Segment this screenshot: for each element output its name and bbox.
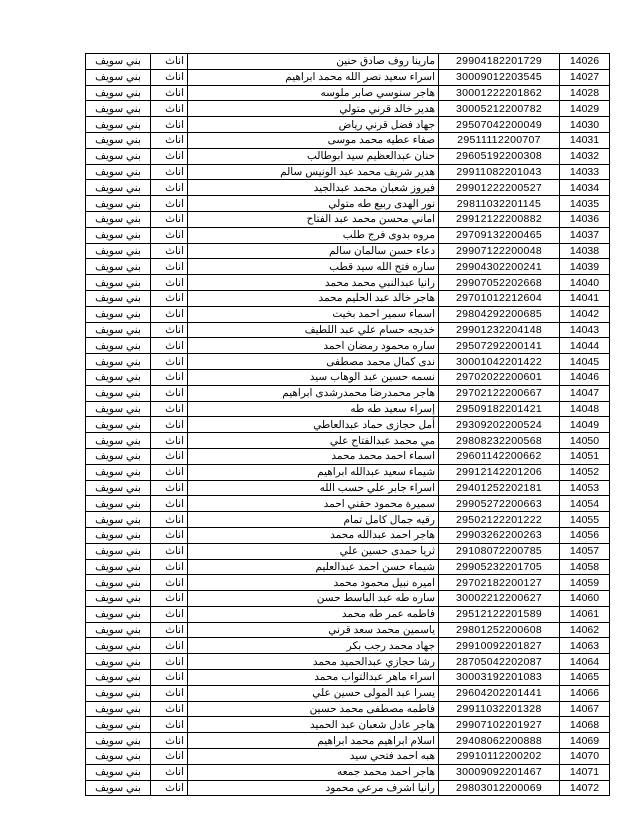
national-id-cell: 30001042201422 [439, 354, 560, 370]
gender-cell: اناث [151, 701, 188, 717]
governorate-cell: بني سويف [86, 448, 151, 464]
table-row [86, 385, 610, 401]
governorate-cell: بني سويف [86, 164, 151, 180]
gender-cell: اناث [151, 211, 188, 227]
governorate-cell: بني سويف [86, 685, 151, 701]
table-row [86, 148, 610, 164]
gender-cell: اناث [151, 180, 188, 196]
name-cell: صفاء عطيه محمد موسى [188, 132, 439, 148]
national-id-cell: 29808232200568 [439, 433, 560, 449]
name-cell: اماني محسن محمد عبد الفتاح [188, 211, 439, 227]
national-id-cell: 29502122201222 [439, 512, 560, 528]
national-id-cell: 29911032201328 [439, 701, 560, 717]
table-row [86, 322, 610, 338]
governorate-cell: بني سويف [86, 591, 151, 607]
name-cell: هاجر سنوسي صابر ملوسه [188, 85, 439, 101]
table-row [86, 591, 610, 607]
name-cell: مي محمد عبدالفتاح علي [188, 433, 439, 449]
national-id-cell: 30001222201862 [439, 85, 560, 101]
serial-number-cell: 14051 [560, 448, 610, 464]
governorate-cell: بني سويف [86, 211, 151, 227]
name-cell: جهاد محمد رجب بكر [188, 638, 439, 654]
gender-cell: اناث [151, 401, 188, 417]
national-id-cell: 29604202201441 [439, 685, 560, 701]
name-cell: هدير شريف محمد عبد الونيس سالم [188, 164, 439, 180]
name-cell: مارينا روف صادق حنين [188, 54, 439, 70]
national-id-cell: 29803012200069 [439, 780, 560, 796]
national-id-cell: 29907102201927 [439, 717, 560, 733]
serial-number-cell: 14028 [560, 85, 610, 101]
serial-number-cell: 14026 [560, 54, 610, 70]
table-row [86, 433, 610, 449]
roster-table [85, 53, 610, 796]
gender-cell: اناث [151, 101, 188, 117]
serial-number-cell: 14044 [560, 338, 610, 354]
name-cell: ساره محمود رمضان احمد [188, 338, 439, 354]
name-cell: حنان عبدالعظيم سيد ابوطالب [188, 148, 439, 164]
gender-cell: اناث [151, 148, 188, 164]
name-cell: مروه بدوى فرج طلب [188, 227, 439, 243]
table-row [86, 180, 610, 196]
national-id-cell: 29509182201421 [439, 401, 560, 417]
name-cell: إسراء سعيد طه طه [188, 401, 439, 417]
serial-number-cell: 14063 [560, 638, 610, 654]
roster-table-body [86, 54, 610, 796]
national-id-cell: 29901232204148 [439, 322, 560, 338]
table-row [86, 622, 610, 638]
table-row [86, 196, 610, 212]
serial-number-cell: 14065 [560, 670, 610, 686]
gender-cell: اناث [151, 591, 188, 607]
gender-cell: اناث [151, 132, 188, 148]
table-row [86, 638, 610, 654]
serial-number-cell: 14066 [560, 685, 610, 701]
national-id-cell: 29901222200527 [439, 180, 560, 196]
table-row [86, 164, 610, 180]
gender-cell: اناث [151, 117, 188, 133]
serial-number-cell: 14070 [560, 749, 610, 765]
serial-number-cell: 14039 [560, 259, 610, 275]
table-row [86, 101, 610, 117]
governorate-cell: بني سويف [86, 417, 151, 433]
table-row [86, 512, 610, 528]
table-row [86, 354, 610, 370]
name-cell: رشا حجازي عبدالحميد محمد [188, 654, 439, 670]
serial-number-cell: 14048 [560, 401, 610, 417]
name-cell: أمل حجازى حماد عبدالعاطي [188, 417, 439, 433]
table-row [86, 117, 610, 133]
national-id-cell: 29601142200662 [439, 448, 560, 464]
governorate-cell: بني سويف [86, 148, 151, 164]
table-row [86, 338, 610, 354]
gender-cell: اناث [151, 54, 188, 70]
gender-cell: اناث [151, 654, 188, 670]
serial-number-cell: 14037 [560, 227, 610, 243]
table-row [86, 749, 610, 765]
serial-number-cell: 14062 [560, 622, 610, 638]
serial-number-cell: 14045 [560, 354, 610, 370]
table-row [86, 670, 610, 686]
name-cell: اسماء احمد محمد محمد [188, 448, 439, 464]
name-cell: اسماء سمير احمد بخيت [188, 306, 439, 322]
name-cell: نور الهدى ربيع طه متولي [188, 196, 439, 212]
national-id-cell: 29108072200785 [439, 543, 560, 559]
name-cell: ثريا حمدى حسين علي [188, 543, 439, 559]
table-row [86, 69, 610, 85]
serial-number-cell: 14033 [560, 164, 610, 180]
governorate-cell: بني سويف [86, 54, 151, 70]
serial-number-cell: 14036 [560, 211, 610, 227]
national-id-cell: 29910092201827 [439, 638, 560, 654]
gender-cell: اناث [151, 259, 188, 275]
serial-number-cell: 14052 [560, 464, 610, 480]
name-cell: اميره نبيل محمود محمد [188, 575, 439, 591]
name-cell: هاجر خالد عبد الحليم محمد [188, 290, 439, 306]
governorate-cell: بني سويف [86, 622, 151, 638]
table-row [86, 448, 610, 464]
name-cell: رانيا عبدالنبي محمد محمد [188, 275, 439, 291]
gender-cell: اناث [151, 733, 188, 749]
table-row [86, 227, 610, 243]
governorate-cell: بني سويف [86, 749, 151, 765]
name-cell: ساره طه عبد الباسط حسن [188, 591, 439, 607]
serial-number-cell: 14059 [560, 575, 610, 591]
table-row [86, 132, 610, 148]
serial-number-cell: 14047 [560, 385, 610, 401]
serial-number-cell: 14060 [560, 591, 610, 607]
governorate-cell: بني سويف [86, 196, 151, 212]
serial-number-cell: 14042 [560, 306, 610, 322]
name-cell: هاجر محمدرضا محمدرشدى ابراهيم [188, 385, 439, 401]
table-row [86, 685, 610, 701]
gender-cell: اناث [151, 749, 188, 765]
national-id-cell: 29905232201705 [439, 559, 560, 575]
serial-number-cell: 14072 [560, 780, 610, 796]
governorate-cell: بني سويف [86, 496, 151, 512]
governorate-cell: بني سويف [86, 606, 151, 622]
gender-cell: اناث [151, 464, 188, 480]
table-row [86, 559, 610, 575]
table-row [86, 243, 610, 259]
governorate-cell: بني سويف [86, 180, 151, 196]
table-row [86, 480, 610, 496]
national-id-cell: 29507292200141 [439, 338, 560, 354]
governorate-cell: بني سويف [86, 780, 151, 796]
governorate-cell: بني سويف [86, 227, 151, 243]
national-id-cell: 29702182200127 [439, 575, 560, 591]
national-id-cell: 30005212200782 [439, 101, 560, 117]
serial-number-cell: 14058 [560, 559, 610, 575]
table-row [86, 464, 610, 480]
serial-number-cell: 14046 [560, 369, 610, 385]
national-id-cell: 29912142201206 [439, 464, 560, 480]
national-id-cell: 29512122201589 [439, 606, 560, 622]
governorate-cell: بني سويف [86, 338, 151, 354]
roster-sheet [85, 53, 600, 796]
gender-cell: اناث [151, 480, 188, 496]
table-row [86, 417, 610, 433]
name-cell: هاجر احمد عبدالله محمد [188, 527, 439, 543]
gender-cell: اناث [151, 164, 188, 180]
serial-number-cell: 14054 [560, 496, 610, 512]
serial-number-cell: 14040 [560, 275, 610, 291]
national-id-cell: 29905272200663 [439, 496, 560, 512]
national-id-cell: 30009092201467 [439, 764, 560, 780]
national-id-cell: 28705042202087 [439, 654, 560, 670]
gender-cell: اناث [151, 543, 188, 559]
serial-number-cell: 14029 [560, 101, 610, 117]
name-cell: نسمه حسين عبد الوهاب سيد [188, 369, 439, 385]
gender-cell: اناث [151, 85, 188, 101]
table-row [86, 543, 610, 559]
table-row [86, 654, 610, 670]
gender-cell: اناث [151, 448, 188, 464]
table-row [86, 401, 610, 417]
governorate-cell: بني سويف [86, 243, 151, 259]
serial-number-cell: 14071 [560, 764, 610, 780]
gender-cell: اناث [151, 227, 188, 243]
governorate-cell: بني سويف [86, 512, 151, 528]
governorate-cell: بني سويف [86, 385, 151, 401]
name-cell: رقيه جمال كامل تمام [188, 512, 439, 528]
serial-number-cell: 14057 [560, 543, 610, 559]
serial-number-cell: 14050 [560, 433, 610, 449]
name-cell: ندى كمال محمد مصطفى [188, 354, 439, 370]
governorate-cell: بني سويف [86, 480, 151, 496]
serial-number-cell: 14034 [560, 180, 610, 196]
table-row [86, 54, 610, 70]
national-id-cell: 29709132200465 [439, 227, 560, 243]
name-cell: دعاء حسن سالمان سالم [188, 243, 439, 259]
governorate-cell: بني سويف [86, 733, 151, 749]
governorate-cell: بني سويف [86, 132, 151, 148]
governorate-cell: بني سويف [86, 638, 151, 654]
serial-number-cell: 14069 [560, 733, 610, 749]
national-id-cell: 29507042200049 [439, 117, 560, 133]
national-id-cell: 29605192200308 [439, 148, 560, 164]
name-cell: يسرا عبد المولى حسين علي [188, 685, 439, 701]
table-row [86, 717, 610, 733]
name-cell: فاطمه مصطفى محمد حسين [188, 701, 439, 717]
national-id-cell: 29801252200608 [439, 622, 560, 638]
gender-cell: اناث [151, 606, 188, 622]
governorate-cell: بني سويف [86, 401, 151, 417]
governorate-cell: بني سويف [86, 559, 151, 575]
national-id-cell: 29408062200888 [439, 733, 560, 749]
serial-number-cell: 14031 [560, 132, 610, 148]
governorate-cell: بني سويف [86, 717, 151, 733]
table-row [86, 290, 610, 306]
gender-cell: اناث [151, 575, 188, 591]
national-id-cell: 29702122200667 [439, 385, 560, 401]
governorate-cell: بني سويف [86, 527, 151, 543]
gender-cell: اناث [151, 559, 188, 575]
name-cell: هاجر احمد محمد جمعه [188, 764, 439, 780]
gender-cell: اناث [151, 638, 188, 654]
gender-cell: اناث [151, 338, 188, 354]
gender-cell: اناث [151, 275, 188, 291]
table-row [86, 701, 610, 717]
gender-cell: اناث [151, 385, 188, 401]
gender-cell: اناث [151, 69, 188, 85]
name-cell: سميرة محمود حقني احمد [188, 496, 439, 512]
name-cell: جهاد فضل قرني رياض [188, 117, 439, 133]
serial-number-cell: 14067 [560, 701, 610, 717]
governorate-cell: بني سويف [86, 101, 151, 117]
gender-cell: اناث [151, 196, 188, 212]
national-id-cell: 29910112200202 [439, 749, 560, 765]
national-id-cell: 29912122200882 [439, 211, 560, 227]
governorate-cell: بني سويف [86, 85, 151, 101]
serial-number-cell: 14032 [560, 148, 610, 164]
name-cell: هبه احمد فتحي سيد [188, 749, 439, 765]
governorate-cell: بني سويف [86, 764, 151, 780]
name-cell: اسلام ابراهيم محمد ابراهيم [188, 733, 439, 749]
table-row [86, 764, 610, 780]
gender-cell: اناث [151, 369, 188, 385]
governorate-cell: بني سويف [86, 575, 151, 591]
name-cell: اسراء سعيد نصر الله محمد ابراهيم [188, 69, 439, 85]
gender-cell: اناث [151, 780, 188, 796]
serial-number-cell: 14056 [560, 527, 610, 543]
table-row [86, 306, 610, 322]
serial-number-cell: 14043 [560, 322, 610, 338]
table-row [86, 369, 610, 385]
national-id-cell: 30002212200627 [439, 591, 560, 607]
table-row [86, 259, 610, 275]
governorate-cell: بني سويف [86, 670, 151, 686]
governorate-cell: بني سويف [86, 322, 151, 338]
gender-cell: اناث [151, 717, 188, 733]
gender-cell: اناث [151, 417, 188, 433]
name-cell: شيماء حسن احمد عبدالعليم [188, 559, 439, 575]
national-id-cell: 30003192201083 [439, 670, 560, 686]
governorate-cell: بني سويف [86, 369, 151, 385]
serial-number-cell: 14035 [560, 196, 610, 212]
governorate-cell: بني سويف [86, 259, 151, 275]
governorate-cell: بني سويف [86, 654, 151, 670]
national-id-cell: 29907122200048 [439, 243, 560, 259]
serial-number-cell: 14049 [560, 417, 610, 433]
name-cell: هدير خالد قرني متولي [188, 101, 439, 117]
national-id-cell: 29702022200601 [439, 369, 560, 385]
gender-cell: اناث [151, 290, 188, 306]
national-id-cell: 30009012203545 [439, 69, 560, 85]
table-row [86, 780, 610, 796]
national-id-cell: 29903262200263 [439, 527, 560, 543]
serial-number-cell: 14061 [560, 606, 610, 622]
serial-number-cell: 14053 [560, 480, 610, 496]
national-id-cell: 29511112200707 [439, 132, 560, 148]
serial-number-cell: 14064 [560, 654, 610, 670]
national-id-cell: 29811032201145 [439, 196, 560, 212]
governorate-cell: بني سويف [86, 354, 151, 370]
gender-cell: اناث [151, 306, 188, 322]
table-row [86, 527, 610, 543]
gender-cell: اناث [151, 243, 188, 259]
national-id-cell: 29701012212604 [439, 290, 560, 306]
name-cell: فيروز شعبان محمد عبدالجيد [188, 180, 439, 196]
governorate-cell: بني سويف [86, 290, 151, 306]
gender-cell: اناث [151, 496, 188, 512]
table-row [86, 275, 610, 291]
governorate-cell: بني سويف [86, 306, 151, 322]
serial-number-cell: 14027 [560, 69, 610, 85]
name-cell: اسراء جابر علي حسب الله [188, 480, 439, 496]
gender-cell: اناث [151, 433, 188, 449]
gender-cell: اناث [151, 527, 188, 543]
name-cell: هاجر عادل شعبان عبد الحميد [188, 717, 439, 733]
governorate-cell: بني سويف [86, 543, 151, 559]
national-id-cell: 29401252202181 [439, 480, 560, 496]
serial-number-cell: 14068 [560, 717, 610, 733]
gender-cell: اناث [151, 622, 188, 638]
gender-cell: اناث [151, 354, 188, 370]
governorate-cell: بني سويف [86, 275, 151, 291]
national-id-cell: 29309202200524 [439, 417, 560, 433]
table-row [86, 85, 610, 101]
name-cell: رانيا اشرف مرعي محمود [188, 780, 439, 796]
gender-cell: اناث [151, 512, 188, 528]
name-cell: اسراء ماهر عبدالتواب محمد [188, 670, 439, 686]
name-cell: فاطمه عمر طه محمد [188, 606, 439, 622]
gender-cell: اناث [151, 685, 188, 701]
governorate-cell: بني سويف [86, 464, 151, 480]
serial-number-cell: 14030 [560, 117, 610, 133]
name-cell: ساره فتح الله سيد قطب [188, 259, 439, 275]
table-row [86, 211, 610, 227]
governorate-cell: بني سويف [86, 701, 151, 717]
table-row [86, 733, 610, 749]
name-cell: ياسمين محمد سعد قرني [188, 622, 439, 638]
table-row [86, 606, 610, 622]
national-id-cell: 29911082201043 [439, 164, 560, 180]
governorate-cell: بني سويف [86, 433, 151, 449]
governorate-cell: بني سويف [86, 69, 151, 85]
name-cell: شيماء سعيد عبدالله ابراهيم [188, 464, 439, 480]
governorate-cell: بني سويف [86, 117, 151, 133]
gender-cell: اناث [151, 322, 188, 338]
gender-cell: اناث [151, 764, 188, 780]
gender-cell: اناث [151, 670, 188, 686]
serial-number-cell: 14041 [560, 290, 610, 306]
table-row [86, 496, 610, 512]
national-id-cell: 29904302200241 [439, 259, 560, 275]
serial-number-cell: 14055 [560, 512, 610, 528]
name-cell: خديجه حسام علي عبد اللطيف [188, 322, 439, 338]
table-row [86, 575, 610, 591]
national-id-cell: 29904182201729 [439, 54, 560, 70]
national-id-cell: 29804292200685 [439, 306, 560, 322]
national-id-cell: 29907052202668 [439, 275, 560, 291]
serial-number-cell: 14038 [560, 243, 610, 259]
